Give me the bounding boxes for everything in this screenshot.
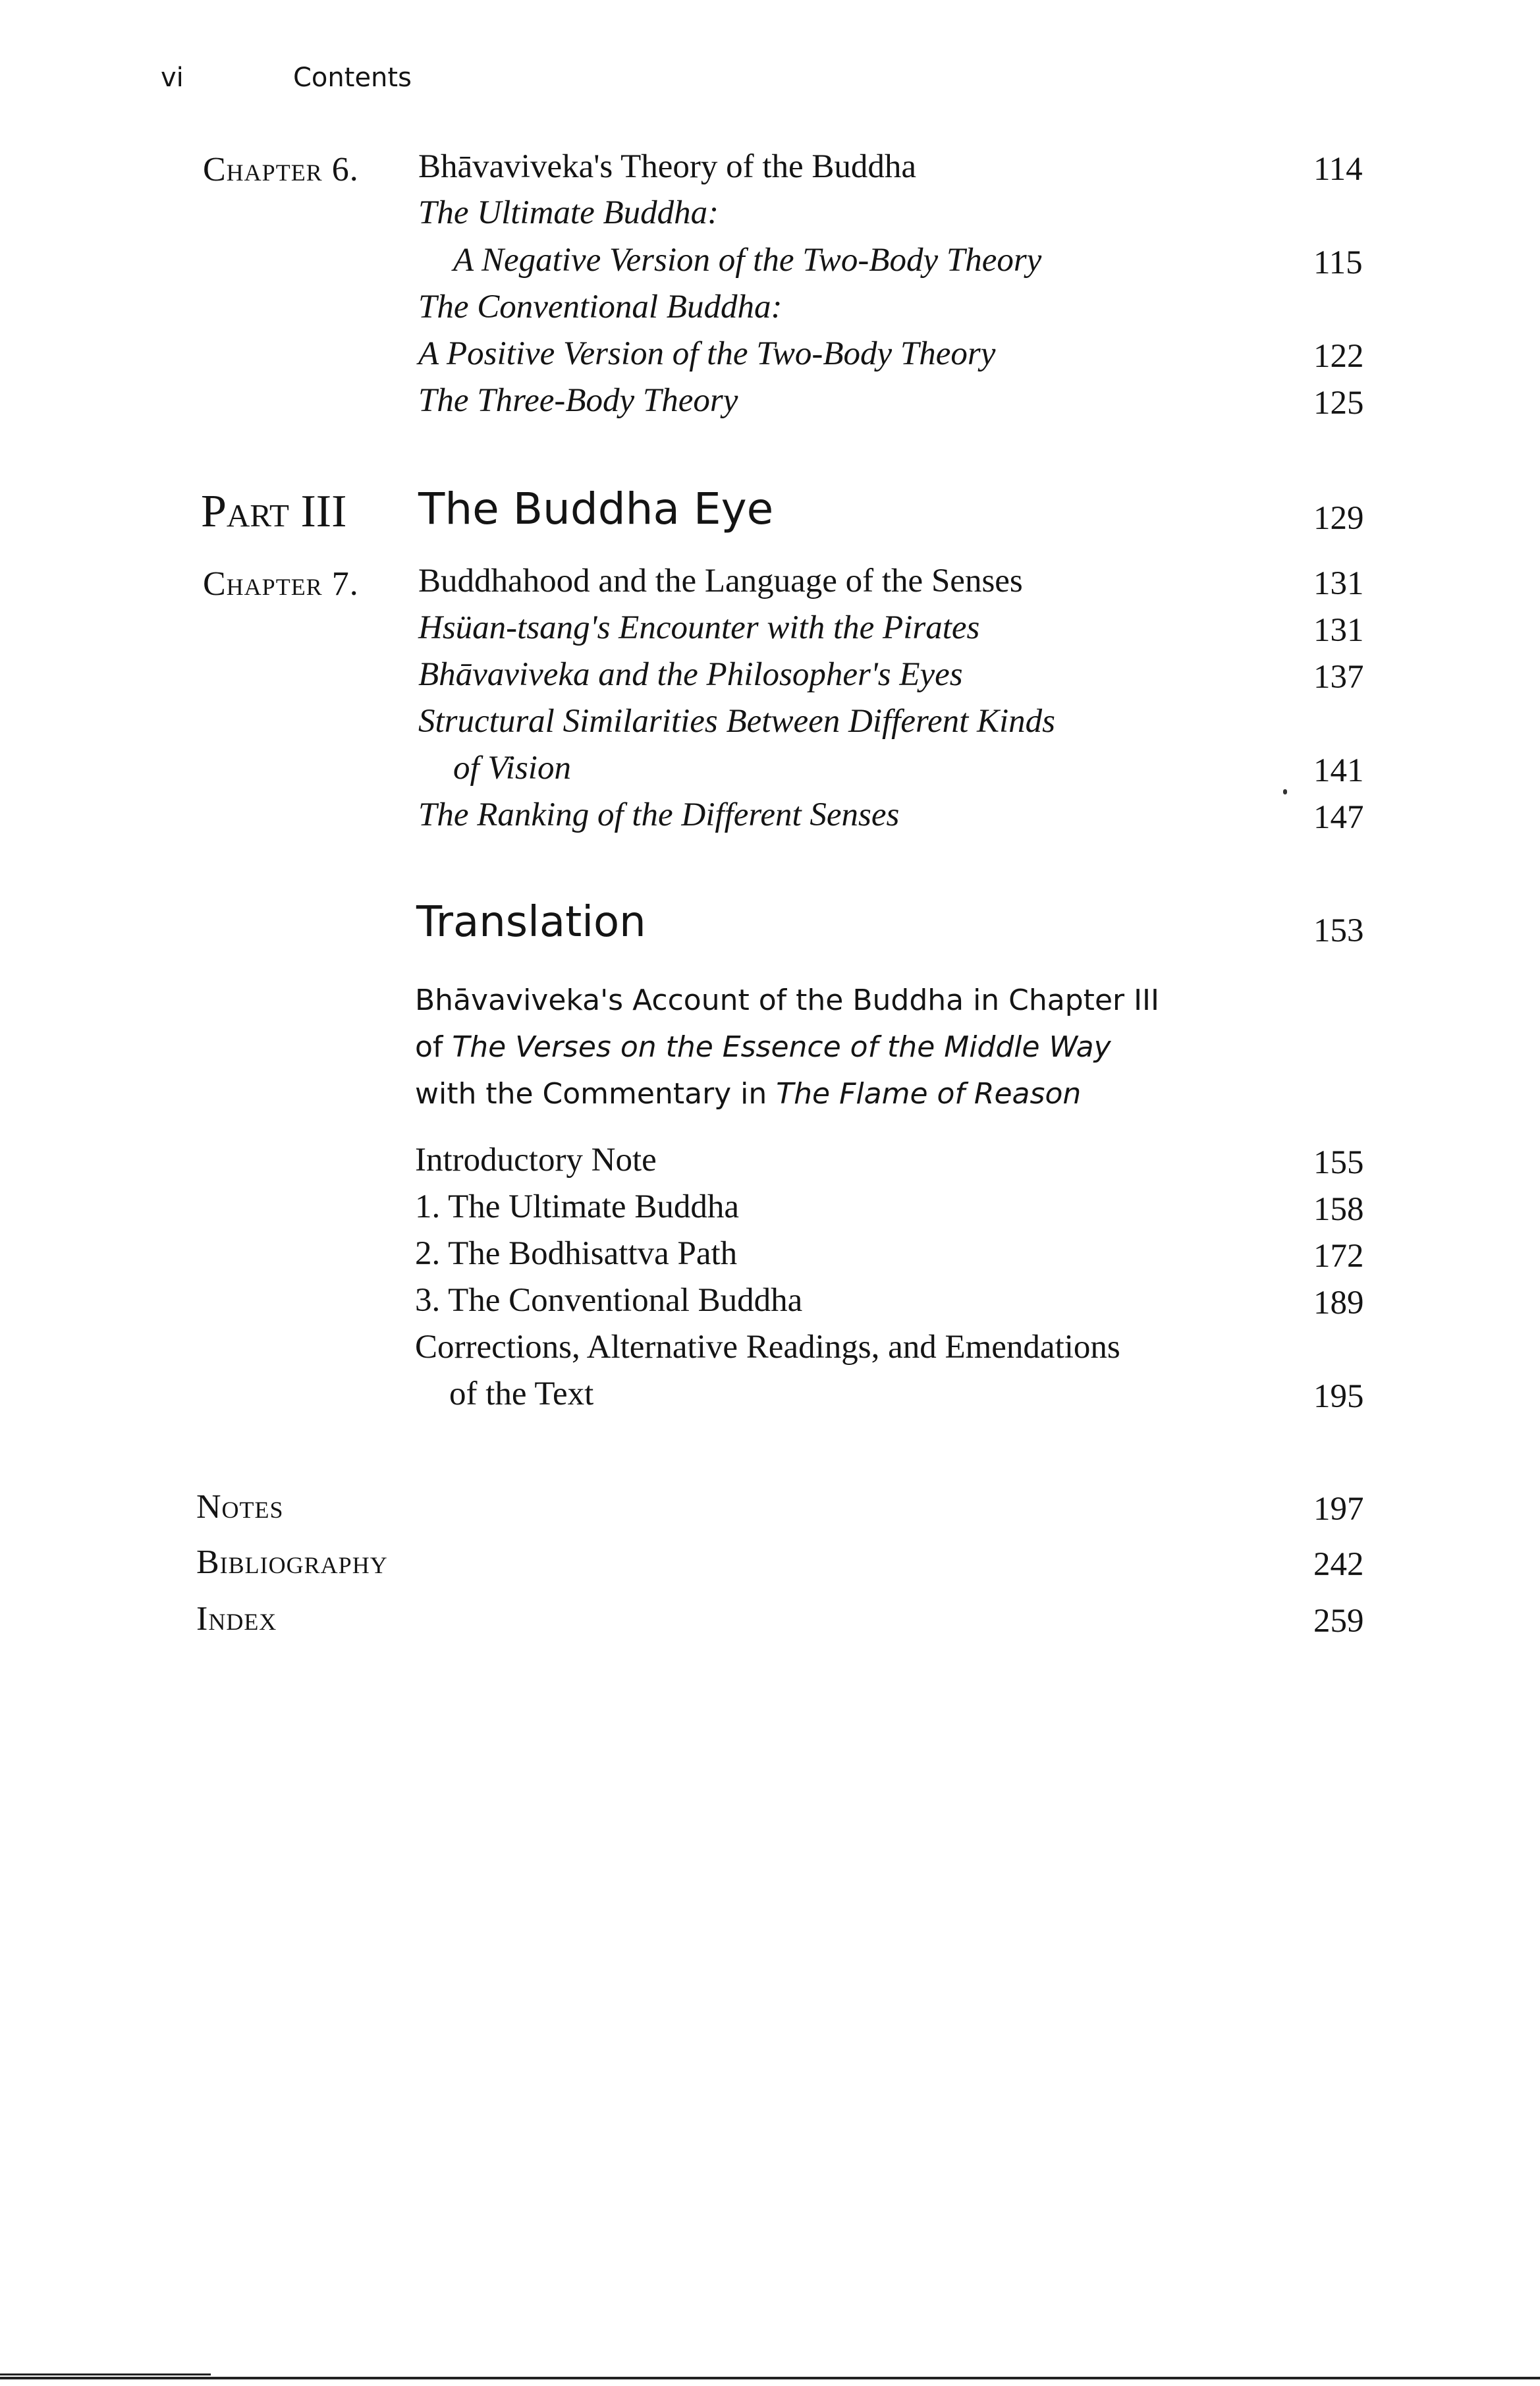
toc-page: 259: [1313, 1603, 1364, 1640]
scan-speck: [1283, 789, 1287, 794]
toc-entry: 2. The Bodhisattva Path: [415, 1235, 738, 1272]
backmatter-notes: Notes: [196, 1488, 284, 1526]
backmatter-bibliography: Bibliography: [196, 1543, 388, 1581]
toc-page: 189: [1313, 1285, 1364, 1321]
toc-entry: 1. The Ultimate Buddha: [415, 1188, 739, 1225]
toc-entry: A Negative Version of the Two-Body Theory: [453, 242, 1042, 279]
toc-entry: Corrections, Alternative Readings, and Emendations: [415, 1329, 1120, 1366]
part-3-title: The Buddha Eye: [418, 484, 774, 534]
backmatter-index: Index: [196, 1600, 277, 1638]
toc-entry: Hsüan-tsang's Encounter with the Pirates: [418, 609, 980, 646]
toc-entry: A Positive Version of the Two-Body Theory: [418, 335, 996, 372]
toc-entry: The Conventional Buddha:: [418, 289, 783, 325]
translation-title: Translation: [416, 898, 646, 947]
chapter-6-title: Bhāvaviveka's Theory of the Buddha: [418, 148, 917, 185]
page-number: vi: [161, 63, 184, 93]
chapter-7-title: Buddhahood and the Language of the Senses: [418, 563, 1023, 599]
toc-entry: The Three-Body Theory: [418, 382, 738, 419]
toc-page: 195: [1313, 1378, 1364, 1415]
description-italic-title: The Flame of Reason: [776, 1077, 1082, 1111]
description-italic-title: The Verses on the Essence of the Middle Way: [452, 1030, 1111, 1064]
scan-edge-line: [0, 2377, 1540, 2379]
translation-description-line-3: [415, 1077, 1082, 1111]
toc-entry: 3. The Conventional Buddha: [415, 1282, 803, 1319]
toc-page: 197: [1313, 1491, 1364, 1528]
toc-page: 137: [1313, 659, 1364, 696]
toc-entry: Bhāvaviveka and the Philosopher's Eyes: [418, 656, 963, 693]
toc-page: 172: [1313, 1238, 1364, 1275]
toc-entry: Introductory Note: [415, 1142, 657, 1179]
description-text: with the Commentary in: [415, 1077, 777, 1111]
chapter-7-page: 131: [1313, 565, 1364, 602]
toc-page: 147: [1313, 799, 1364, 836]
part-3-label: Part III: [201, 486, 347, 537]
toc-page: 242: [1313, 1546, 1364, 1583]
description-text: of: [415, 1030, 453, 1064]
toc-page: 131: [1313, 612, 1364, 649]
part-3-page: 129: [1313, 500, 1364, 537]
toc-entry: Structural Similarities Between Different Kinds: [418, 703, 1056, 740]
toc-page: 115: [1313, 244, 1363, 281]
toc-page: 125: [1313, 385, 1364, 422]
translation-page: 153: [1313, 912, 1364, 949]
toc-page: 141: [1313, 752, 1364, 789]
toc-entry: The Ultimate Buddha:: [418, 194, 719, 231]
chapter-6-page: 114: [1313, 151, 1363, 188]
scan-edge-line: [0, 2373, 211, 2375]
toc-page: 155: [1313, 1144, 1364, 1181]
toc-page: 122: [1313, 338, 1364, 375]
running-title: Contents: [293, 63, 412, 93]
toc-entry: The Ranking of the Different Senses: [418, 796, 900, 833]
translation-description-line-2: [415, 1030, 1111, 1064]
translation-description-line-1: Bhāvaviveka's Account of the Buddha in Chapter III: [415, 984, 1160, 1017]
toc-entry: of the Text: [449, 1375, 594, 1412]
toc-page: 158: [1313, 1191, 1364, 1228]
chapter-6-label: Chapter 6.: [203, 151, 359, 188]
chapter-7-label: Chapter 7.: [203, 565, 359, 603]
toc-entry: of Vision: [453, 750, 571, 787]
